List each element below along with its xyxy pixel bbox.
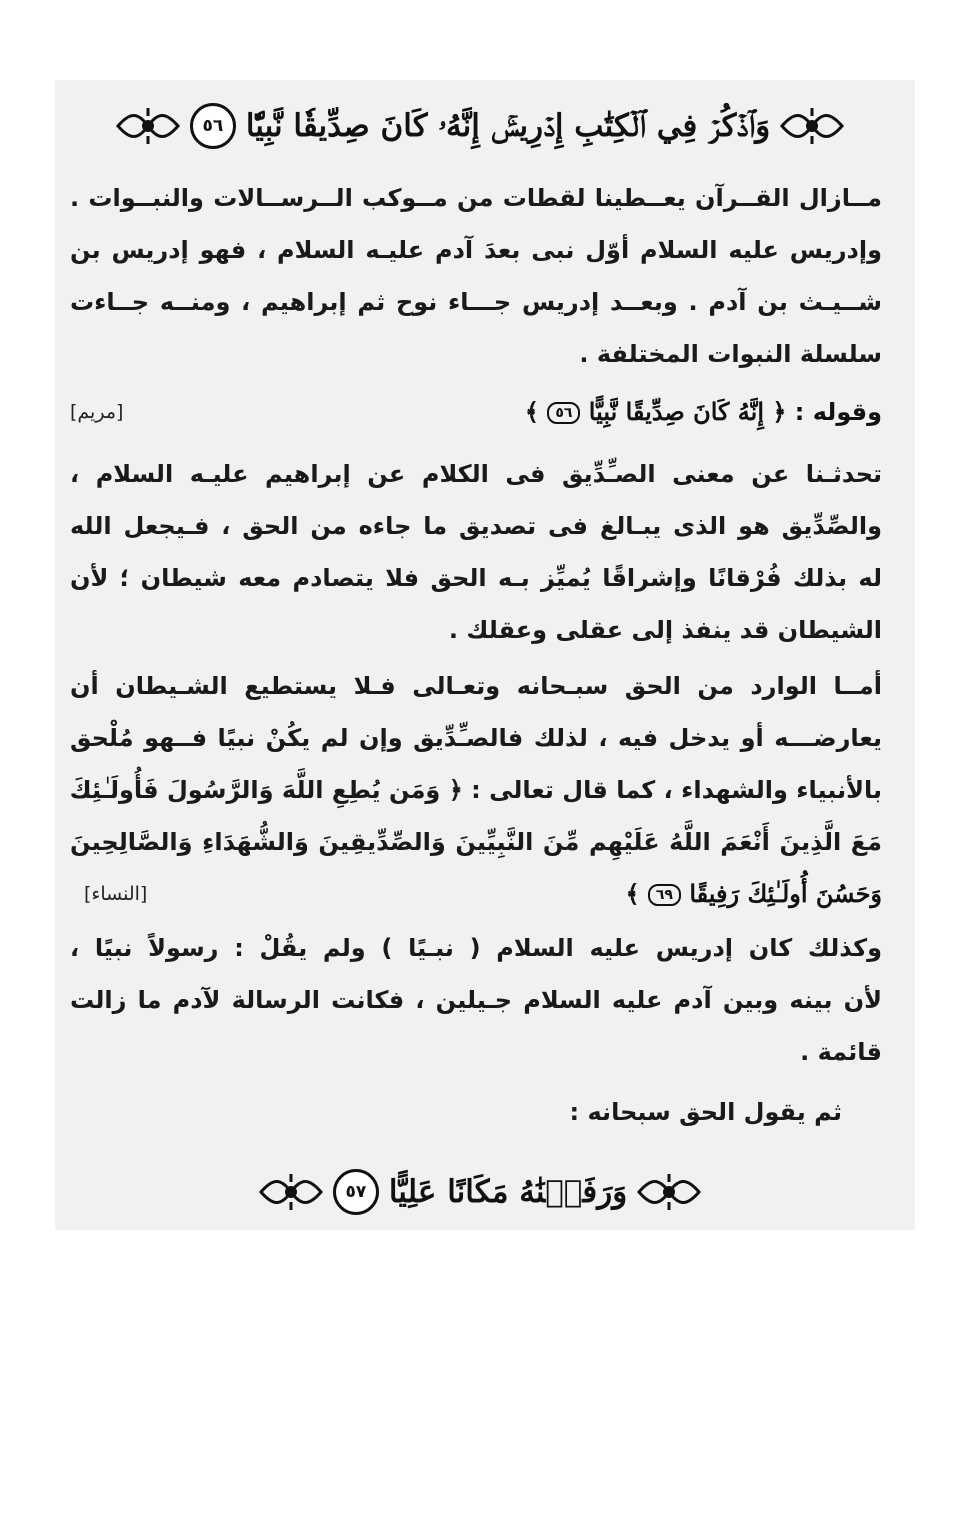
header-ayah-number: ٥٦ xyxy=(190,103,236,149)
footer-verse-text: وَرَفَعۡنَٰهُ مَكَانًا عَلِيًّا xyxy=(388,1174,628,1210)
paragraph-2-line: تحدثـنا عن معنى الصـِّدِّيق فى الكلام عن إبراهيم عليـه السلام ، xyxy=(70,460,882,488)
quote-nisa xyxy=(70,868,882,920)
paragraph-4-line: لأن بينه وبين آدم عليه السلام جـيلين ، فكانت الرسالة لآدم ما زالت xyxy=(70,986,882,1014)
ornament-left-icon xyxy=(259,1172,323,1212)
paragraph-1 xyxy=(70,172,882,380)
quote-ayah-number: ٦٩ xyxy=(648,884,681,906)
header-verse-banner xyxy=(90,92,870,160)
paragraph-3-line: أمــا الوارد من الحق سبـحانه وتعـالى فـلا يستطيع الشـيطان أن xyxy=(70,672,882,700)
paragraph-4-line: وكذلك كان إدريس عليه السلام ( نبـيًا ) ولم يقُلْ : رسولاً نبيًا ، xyxy=(70,934,882,962)
paragraph-4 xyxy=(70,922,882,1078)
ornament-left-icon xyxy=(116,106,180,146)
paragraph-1-line: مــازال القــرآن يعــطينا لقطات من مــوكب الــرســالات والنبــوات . xyxy=(70,184,882,212)
paragraph-4-line: قائمة . xyxy=(800,1038,882,1066)
quote-close-bracket: ﴾ xyxy=(625,880,640,908)
paragraph-1-line: سلسلة النبوات المختلفة . xyxy=(579,340,882,368)
ornament-right-icon xyxy=(780,106,844,146)
transition-text: ثم يقول الحق سبحانه : xyxy=(569,1098,842,1126)
quote-prefix: وقوله : xyxy=(794,398,882,426)
ornament-right-icon xyxy=(637,1172,701,1212)
footer-ayah-number: ٥٧ xyxy=(333,1169,379,1215)
paragraph-3-line: بالأنبياء والشهداء ، كما قال تعالى : ﴿ وَمَن يُطِعِ اللَّهَ وَالرَّسُولَ فَأُولَـٰئِكَ xyxy=(70,776,882,804)
quote-verse-text: وَحَسُنَ أُولَـٰئِكَ رَفِيقًا xyxy=(689,879,882,908)
paragraph-3-line: مَعَ الَّذِينَ أَنْعَمَ اللَّهُ عَلَيْهِم مِّنَ النَّبِيِّينَ وَالصِّدِّيقِينَ وَالشُّهَدَاءِ وَالصَّالِحِينَ xyxy=(70,828,882,856)
footer-verse-banner xyxy=(190,1158,770,1226)
paragraph-3 xyxy=(70,660,882,868)
quote-ayah-number: ٥٦ xyxy=(547,402,580,424)
paragraph-1-line: وإدريس عليه السلام أوّل نبى بعدَ آدم عليـه السلام ، فهو إدريس بن xyxy=(70,236,882,264)
paragraph-2 xyxy=(70,448,882,656)
paragraph-2-line: والصِّدِّيق هو الذى يبـالغ فى تصديق ما جاءه من الحق ، فـيجعل الله xyxy=(70,512,882,540)
paragraph-1-line: شــيـث بن آدم . وبعــد إدريس جـــاء نوح ثم إبراهيم ، ومنــه جــاءت xyxy=(70,288,882,316)
surah-reference: [مريم] xyxy=(70,401,124,423)
quote-maryam xyxy=(70,386,882,438)
paragraph-2-line: الشيطان قد ينفذ إلى عقلى وعقلك . xyxy=(448,616,882,644)
transition-text-block xyxy=(70,1086,882,1138)
header-verse-text: وَٱذۡكُرۡ فِي ٱلۡكِتَٰبِ إِدۡرِيسَۚ إِنَّهُۥ كَانَ صِدِّيقٗا نَّبِيّٗا xyxy=(245,107,771,144)
paragraph-3-line: يعارضـــه أو يدخل فيه ، لذلك فالصـِّدِّيق وإن لم يكُنْ نبيًا فــهو مُلْحق xyxy=(70,724,882,752)
surah-reference: [النساء] xyxy=(84,883,148,905)
quote-close-bracket: ﴾ xyxy=(524,398,539,426)
paragraph-2-line: له بذلك فُرْقانًا وإشراقًا يُميِّز بـه الحق فلا يتصادم معه شيطان ؛ لأن xyxy=(70,564,882,592)
quote-verse-text: ﴿ إِنَّهُ كَانَ صِدِّيقًا نَّبِيًّا xyxy=(588,397,787,426)
